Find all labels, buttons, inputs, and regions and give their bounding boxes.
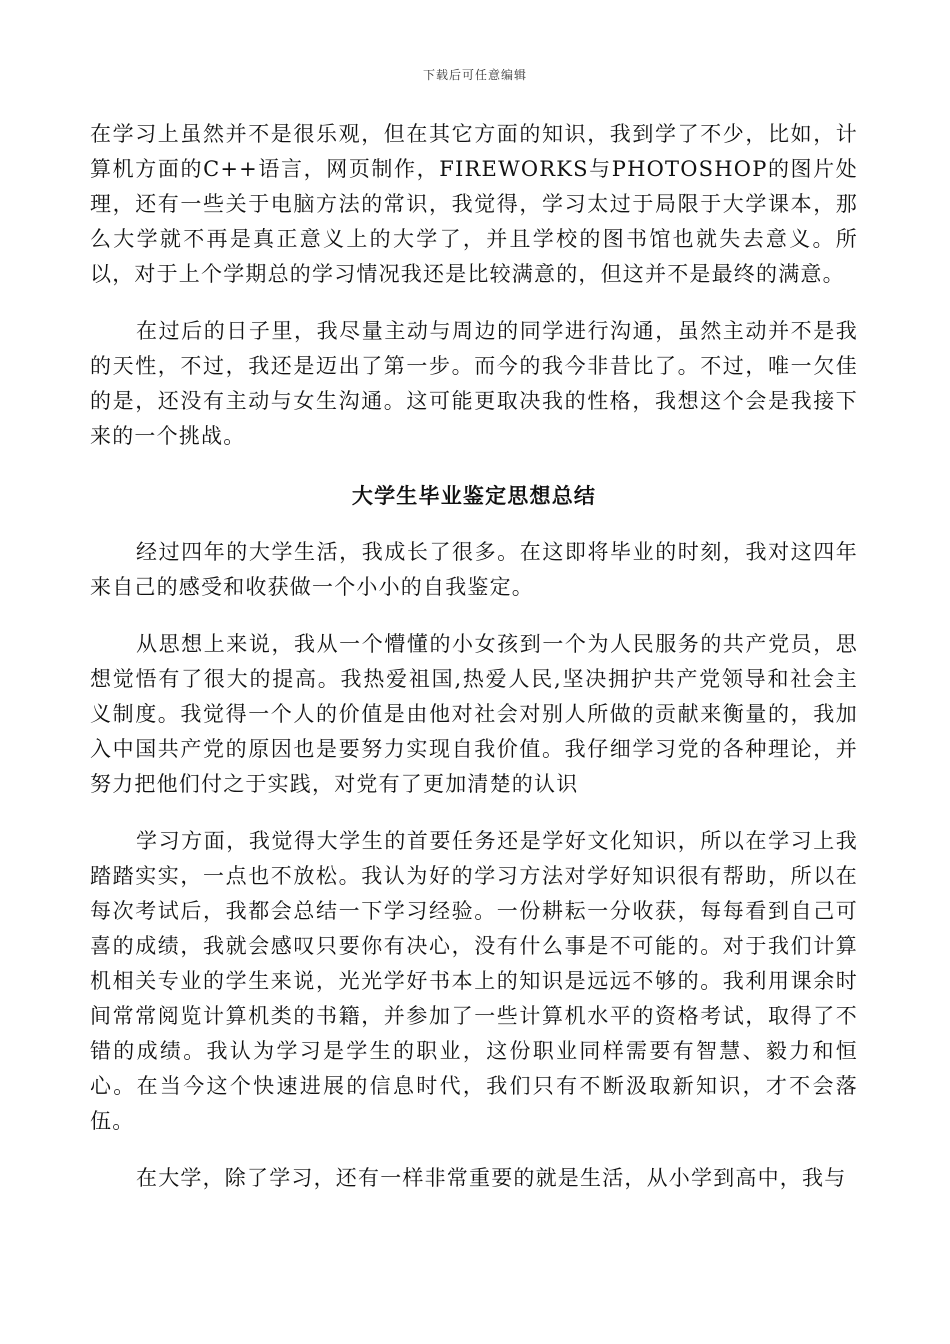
header-note: 下载后可任意编辑 — [422, 68, 527, 82]
section-heading: 大学生毕业鉴定思想总结 — [351, 483, 597, 508]
paragraph-life: 在大学，除了学习，还有一样非常重要的就是生活，从小学到高中，我与 — [136, 1166, 847, 1190]
paragraph-ideology: 从思想上来说，我从一个懵懂的小女孩到一个为人民服务的共产党员，思想觉悟有了很大的提高。我热爱祖国,热爱人民,坚决拥护共产党领导和社会主义制度。我觉得一个人的价值是由他对社会对别人所做的贡献来衡量的，我加入中国共产党的原因也是要努力实现自我价值。我仔细学习党的各种理论，并努力把他们付之于实践，对党有了更加清楚的认识 — [90, 632, 858, 796]
paragraph-introduction: 经过四年的大学生活，我成长了很多。在这即将毕业的时刻，我对这四年来自己的感受和收获做一个小小的自我鉴定。 — [90, 540, 858, 599]
paragraph-learning: 学习方面，我觉得大学生的首要任务还是学好文化知识，所以在学习上我踏踏实实，一点也不放松。我认为好的学习方法对学好知识很有帮助，所以在每次考试后，我都会总结一下学习经验。一份耕耘一分收获，每每看到自己可喜的成绩，我就会感叹只要你有决心，没有什么事是不可能的。对于我们计算机相关专业的学生来说，光光学好书本上的知识是远远不够的。我利用课余时间常常阅览计算机类的书籍，并参加了一些计算机水平的资格考试，取得了不错的成绩。我认为学习是学生的职业，这份职业同样需要有智慧、毅力和恒心。在当今这个快速进展的信息时代，我们只有不断汲取新知识，才不会落伍。 — [90, 829, 858, 1133]
paragraph-study-skills: 在学习上虽然并不是很乐观，但在其它方面的知识，我到学了不少，比如，计算机方面的C++语言，网页制作，FIREWORKS与PHOTOSHOP的图片处理，还有一些关于电脑方法的常识，我觉得，学习太过于局限于大学课本，那么大学就不再是真正意义上的大学了，并且学校的图书馆也就失去意义。所以，对于上个学期总的学习情况我还是比较满意的，但这并不是最终的满意。 — [90, 122, 858, 286]
paragraph-communication: 在过后的日子里，我尽量主动与周边的同学进行沟通，虽然主动并不是我的天性，不过，我还是迈出了第一步。而今的我今非昔比了。不过，唯一欠佳的是，还没有主动与女生沟通。这可能更取决我的性格，我想这个会是我接下来的一个挑战。 — [90, 319, 858, 448]
document-body — [90, 117, 858, 1196]
